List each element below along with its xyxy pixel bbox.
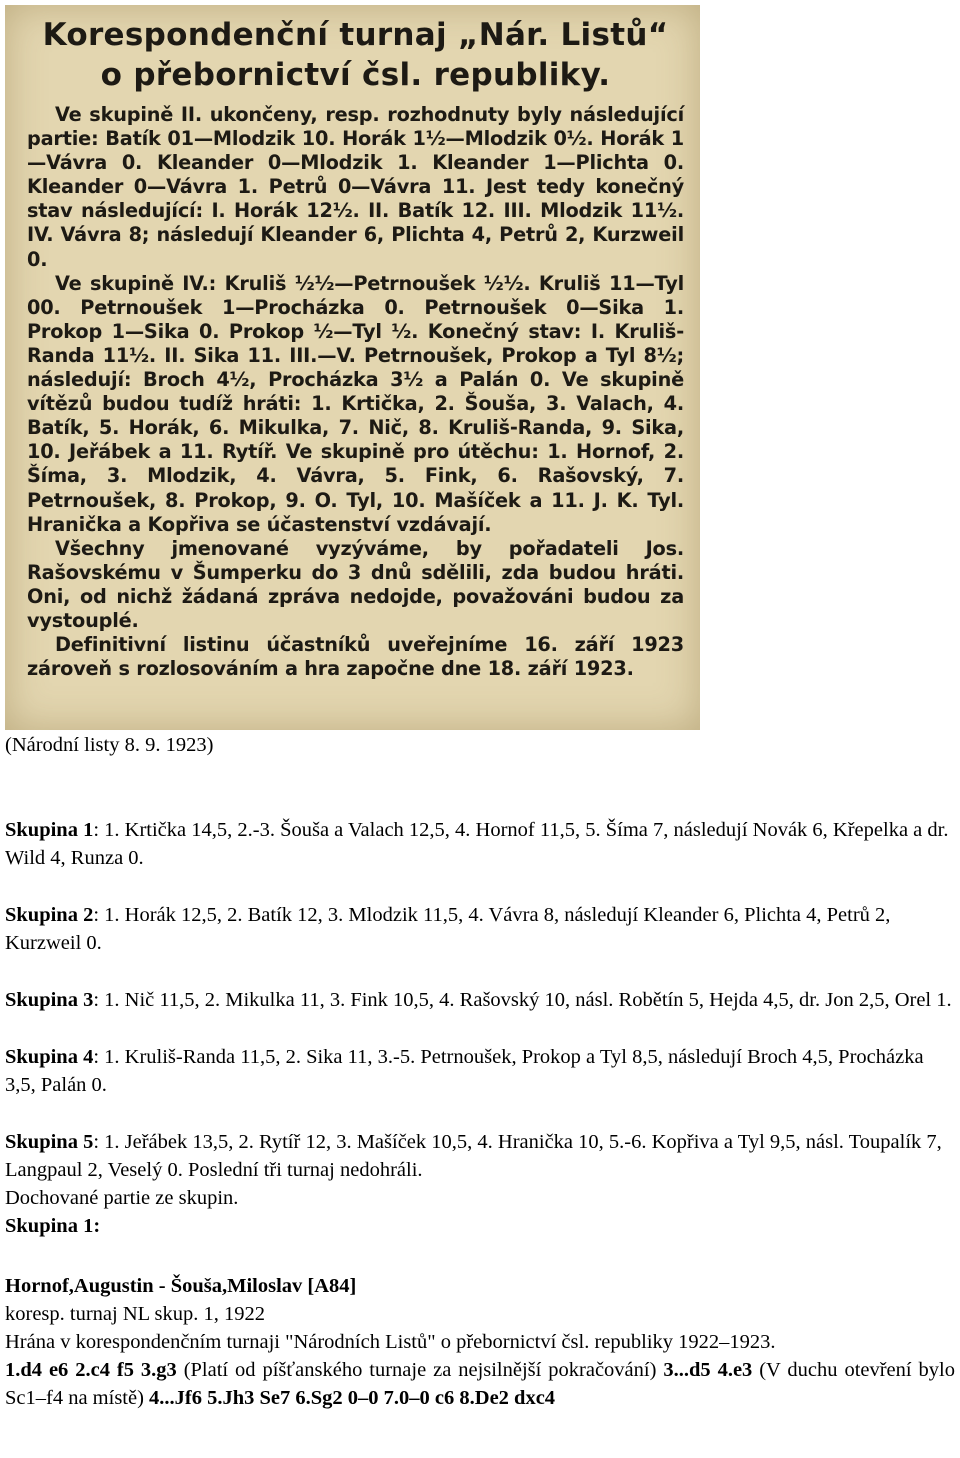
group-text: : 1. Nič 11,5, 2. Mikulka 11, 3. Fink 10,5, 4. Rašovský 10, násl. Robětín 5, Hejda 4,5, dr. Jon 2,5, Orel 1. [93,989,952,1011]
clipping-paragraph: Všechny jmenované vyzýváme, by pořadateli Jos. Rašovskému v Šumperku do 3 dnů sdělili, zda budou hráti. Oni, od nichž žádaná zpráva nedojde, považováni budou za vystouplé. [27,536,684,632]
clipping-paragraph: Ve skupině IV.: Kruliš ½½—Petrnoušek ½½. Kruliš 11—Tyl 00. Petrnoušek 1—Procházka 0. Petrnoušek 0—Sika 1. Prokop 1—Sika 0. Prokop ½—Tyl ½. Konečný stav: I. Kruliš-Randa 11½. II. Sika 11. III.—V. Petrnoušek, Prokop a Tyl 8½; následují: Broch 4½, Procházka 3½ a Palán 0. Ve skupině vítězů budou tudíž hráti: 1. Krtička, 2. Šouša, 3. Valach, 4. Batík, 5. Horák, 6. Mikulka, 7. Nič, 8. Kruliš-Randa, 9. Sika, 10. Jeřábek a 11. Rytíř. Ve skupině pro útěchu: 1. Hornof, 2. Šíma, 3. Mlodzik, 4. Vávra, 5. Fink, 6. Rašovský, 7. Petrnoušek, 8. Prokop, 9. O. Tyl, 10. Mašíček a 11. J. K. Tyl. Hranička a Kopřiva se účastenství vzdávají. [27,271,684,536]
group-text: : 1. Krtička 14,5, 2.-3. Šouša a Valach 12,5, 4. Hornof 11,5, 5. Šíma 7, následují Novák 6, Křepelka a dr. Wild 4, Runza 0. [5,819,949,869]
preserved-games-line: Dochované partie ze skupin. [5,1187,239,1209]
group-text: : 1. Jeřábek 13,5, 2. Rytíř 12, 3. Mašíček 10,5, 4. Hranička 10, 5.-6. Kopřiva a Tyl 9,5, násl. Toupalík 7, Langpaul 2, Veselý 0. Poslední tři turnaj nedohráli. [5,1131,942,1181]
clipping-paragraph: Ve skupině II. ukončeny, resp. rozhodnuty byly následující partie: Batík 01—Mlodzik 10. Horák 1½—Mlodzik 0½. Horák 1—Vávra 0. Kleander 0—Mlodzik 1. Kleander 1—Plichta 0. Kleander 0—Vávra 1. Petrů 0—Vávra 11. Jest tedy konečný stav následující: I. Horák 12½. II. Batík 12. III. Mlodzik 11½. IV. Vávra 8; následují Kleander 6, Plichta 4, Petrů 2, Kurzweil 0. [27,103,684,271]
group-label: Skupina 3 [5,989,94,1011]
clipping-title-line1: Korespondenční turnaj „Nár. Listů“ [42,17,669,53]
game-event: koresp. turnaj NL skup. 1, 1922 [5,1303,266,1325]
game-note: Hrána v korespondenčním turnaji "Národních Listů" o přebornictví čsl. republiky 1922–1923. [5,1331,776,1353]
group1-heading: Skupina 1: [5,1215,101,1237]
newspaper-clipping [5,5,700,730]
group-label: Skupina 5 [5,1131,94,1153]
game-moves [5,1356,955,1412]
group-label: Skupina 1 [5,819,94,841]
group-result [5,986,955,1014]
group-result [5,816,955,872]
move-comment: (Platí od píšťanského turnaje za nejsilnější pokračování) [176,1359,664,1381]
group-label: Skupina 4 [5,1046,94,1068]
group-label: Skupina 2 [5,904,94,926]
group-text: : 1. Kruliš-Randa 11,5, 2. Sika 11, 3.-5. Petrnoušek, Prokop a Tyl 8,5, následují Broch 4,5, Procházka 3,5, Palán 0. [5,1046,924,1096]
group-result [5,1043,955,1099]
clipping-body [27,103,684,681]
group-text: : 1. Horák 12,5, 2. Batík 12, 3. Mlodzik 11,5, 4. Vávra 8, následují Kleander 6, Plichta 4, Petrů 2, Kurzweil 0. [5,904,891,954]
moves-segment: 1.d4 e6 2.c4 f5 3.g3 [5,1359,177,1381]
clipping-title-line2: o přebornictví čsl. republiky. [100,57,611,93]
clipping-paragraph: Definitivní listinu účastníků uveřejníme 16. září 1923 zároveň s rozlosováním a hra započne dne 18. září 1923. [27,633,684,681]
moves-segment: 3...d5 4.e3 [663,1359,753,1381]
group-result [5,901,955,957]
move-comment: (V duchu otevření bylo Sc1–f4 na místě) [5,1359,955,1409]
game-title: Hornof,Augustin - Šouša,Miloslav [A84] [5,1275,357,1297]
moves-segment: 4...Jf6 5.Jh3 Se7 6.Sg2 0–0 7.0–0 c6 8.De2 dxc4 [149,1387,556,1409]
document-content [5,816,955,1412]
clipping-title [27,15,684,95]
clipping-caption: (Národní listy 8. 9. 1923) [5,734,214,756]
group-result [5,1128,955,1184]
